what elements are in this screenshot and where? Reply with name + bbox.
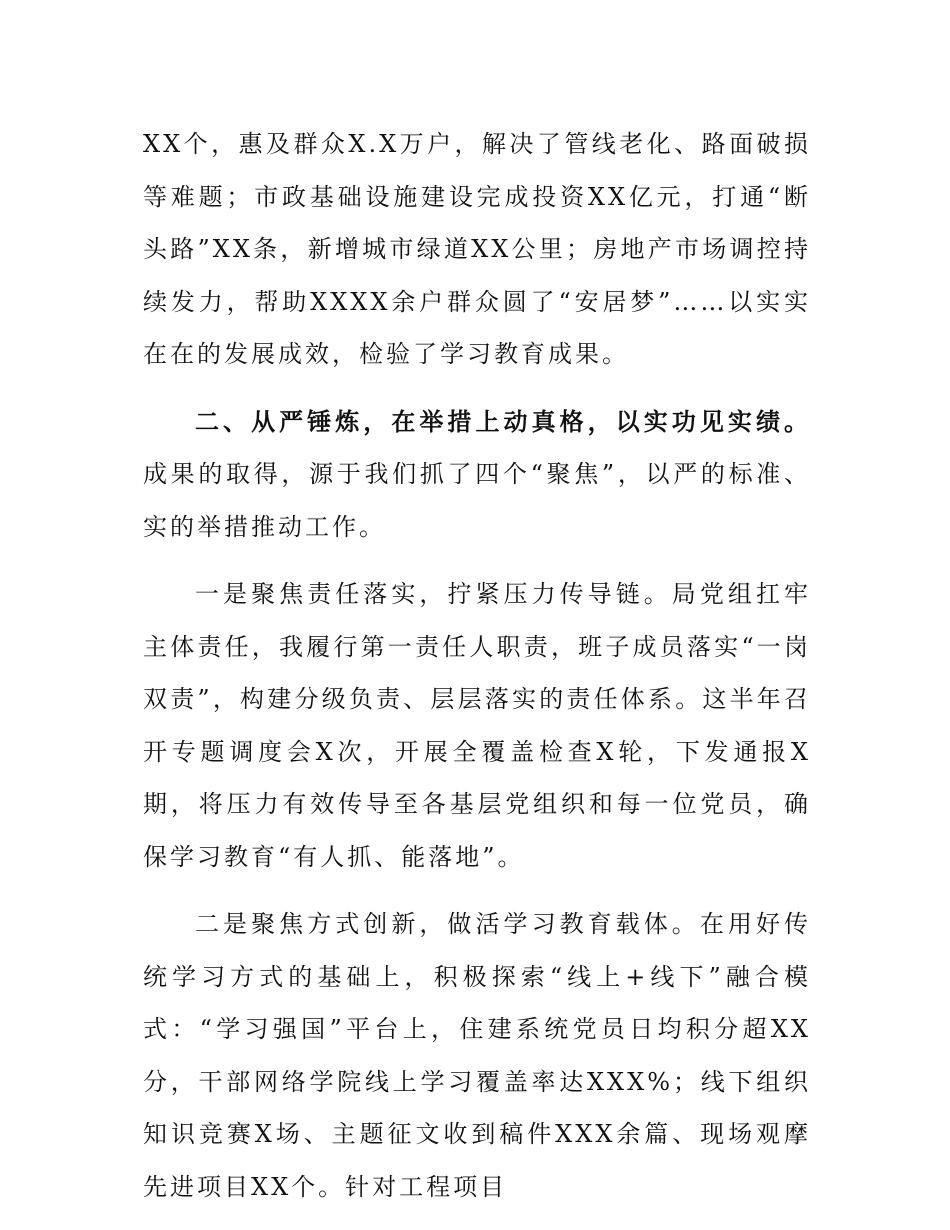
paragraph-section-two (143, 396, 811, 554)
paragraph-gap (143, 883, 811, 898)
paragraph-innovation (143, 898, 811, 1213)
paragraph-innovation-text: 二是聚焦方式创新，做活学习教育载体。在用好传统学习方式的基础上，积极探索“线上+线下”融合模式：“学习强国”平台上，住建系统党员日均积分超XX分，干部网络学院线上学习覆盖率达XXX%；线下组织知识竞赛X场、主题征文收到稿件XXX余篇、现场观摩先进项目XX个。针对工程项目 (143, 910, 811, 1201)
paragraph-achievements-text: XX个，惠及群众X.X万户，解决了管线老化、路面破损等难题；市政基础设施建设完成投资XX亿元，打通“断头路”XX条，新增城市绿道XX公里；房地产市场调控持续发力，帮助XXXX余户群众圆了“安居梦”……以实实在在的发展成效，检验了学习教育成果。 (143, 130, 811, 368)
paragraph-achievements (143, 118, 811, 381)
paragraph-gap (143, 553, 811, 568)
document-body (143, 118, 811, 1213)
paragraph-responsibility (143, 568, 811, 883)
paragraph-responsibility-text: 一是聚焦责任落实，拧紧压力传导链。局党组扛牢主体责任，我履行第一责任人职责，班子成员落实“一岗双责”，构建分级负责、层层落实的责任体系。这半年召开专题调度会X次，开展全覆盖检查X轮，下发通报X期，将压力有效传导至各基层党组织和每一位党员，确保学习教育“有人抓、能落地”。 (143, 580, 811, 871)
section-heading: 二、从严锤炼，在举措上动真格，以实功见实绩。 (195, 407, 811, 436)
paragraph-gap (143, 381, 811, 396)
section-intro-text: 成果的取得，源于我们抓了四个“聚焦”，以严的标准、实的举措推动工作。 (143, 460, 811, 541)
